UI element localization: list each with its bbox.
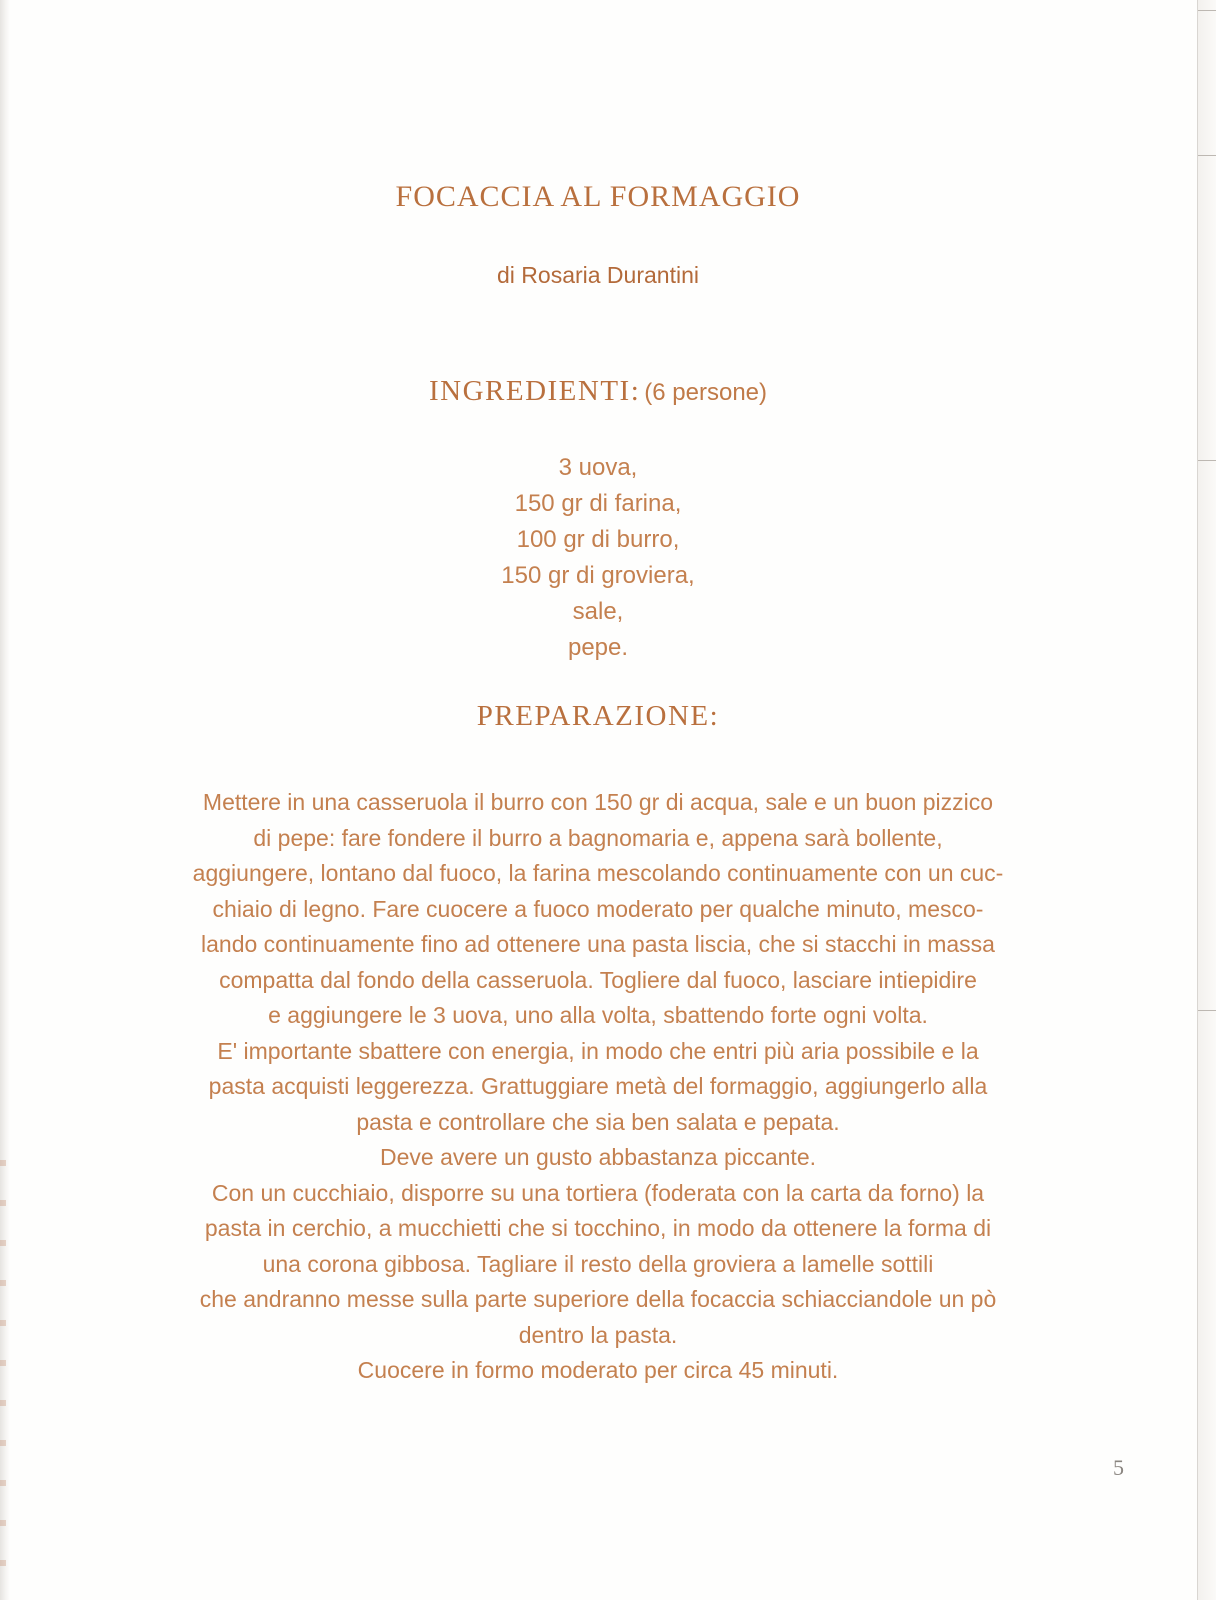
preparation-line: pasta e controllare che sia ben salata e pepata. bbox=[356, 1108, 840, 1135]
edge-tick bbox=[1198, 460, 1216, 461]
page-right-edge bbox=[1197, 0, 1216, 1600]
preparation-line: lando continuamente fino ad ottenere una pasta liscia, che si stacchi in massa bbox=[201, 931, 995, 957]
preparation-text bbox=[120, 785, 1076, 1389]
edge-tick bbox=[1198, 10, 1216, 11]
preparation-heading: PREPARAZIONE: bbox=[476, 700, 720, 732]
preparation-line: una corona gibbosa. Tagliare il resto della groviera a lamelle sottili bbox=[262, 1250, 934, 1277]
preparation-line: di pepe: fare fondere il burro a bagnomaria e, appena sarà bollente, bbox=[253, 824, 943, 851]
preparation-line: Deve avere un gusto abbastanza piccante. bbox=[379, 1144, 816, 1170]
preparation-line: Cuocere in formo moderato per circa 45 minuti. bbox=[357, 1357, 839, 1383]
ingredients-list bbox=[0, 450, 1196, 666]
ingredient-item: pepe. bbox=[567, 634, 629, 661]
ingredients-heading-label: INGREDIENTI: bbox=[428, 375, 641, 407]
edge-tick bbox=[1198, 1010, 1216, 1011]
preparation-line: che andranno messe sulla parte superiore della focaccia schiacciandole un pò bbox=[199, 1286, 997, 1312]
recipe-title: FOCACCIA AL FORMAGGIO bbox=[395, 180, 801, 213]
preparation-line: dentro la pasta. bbox=[518, 1321, 678, 1348]
preparation-line: aggiungere, lontano dal fuoco, la farina mescolando continuamente con un cuc- bbox=[192, 860, 1004, 886]
ingredient-item: 3 uova, bbox=[558, 454, 638, 481]
page-edge-marks bbox=[0, 1160, 6, 1580]
recipe-author: di Rosaria Durantini bbox=[497, 262, 699, 288]
preparation-line: E' importante sbattere con energia, in modo che entri più aria possibile e la bbox=[217, 1037, 979, 1064]
preparation-line: pasta in cerchio, a mucchietti che si tocchino, in modo da ottenere la forma di bbox=[204, 1215, 992, 1241]
ingredient-item: sale, bbox=[572, 598, 624, 625]
preparation-line: pasta acquisti leggerezza. Grattuggiare metà del formaggio, aggiungerlo alla bbox=[208, 1073, 988, 1099]
preparation-line: compatta dal fondo della casseruola. Togliere dal fuoco, lasciare intiepidire bbox=[219, 966, 977, 993]
preparation-line: e aggiungere le 3 uova, uno alla volta, sbattendo forte ogni volta. bbox=[268, 1002, 928, 1028]
ingredients-servings: (6 persone) bbox=[644, 379, 768, 406]
ingredient-item: 150 gr di farina, bbox=[514, 490, 682, 517]
preparation-line: Con un cucchiaio, disporre su una tortiera (foderata con la carta da forno) la bbox=[211, 1179, 985, 1206]
ingredients-heading bbox=[0, 375, 1196, 408]
edge-tick bbox=[1198, 155, 1216, 156]
preparation-line: Mettere in una casseruola il burro con 150 gr di acqua, sale e un buon pizzico bbox=[202, 789, 994, 815]
ingredient-item: 150 gr di groviera, bbox=[501, 562, 695, 589]
page-number: 5 bbox=[1113, 1455, 1124, 1480]
preparation-line: chiaio di legno. Fare cuocere a fuoco moderato per qualche minuto, mesco- bbox=[212, 895, 984, 922]
ingredient-item: 100 gr di burro, bbox=[516, 526, 680, 553]
